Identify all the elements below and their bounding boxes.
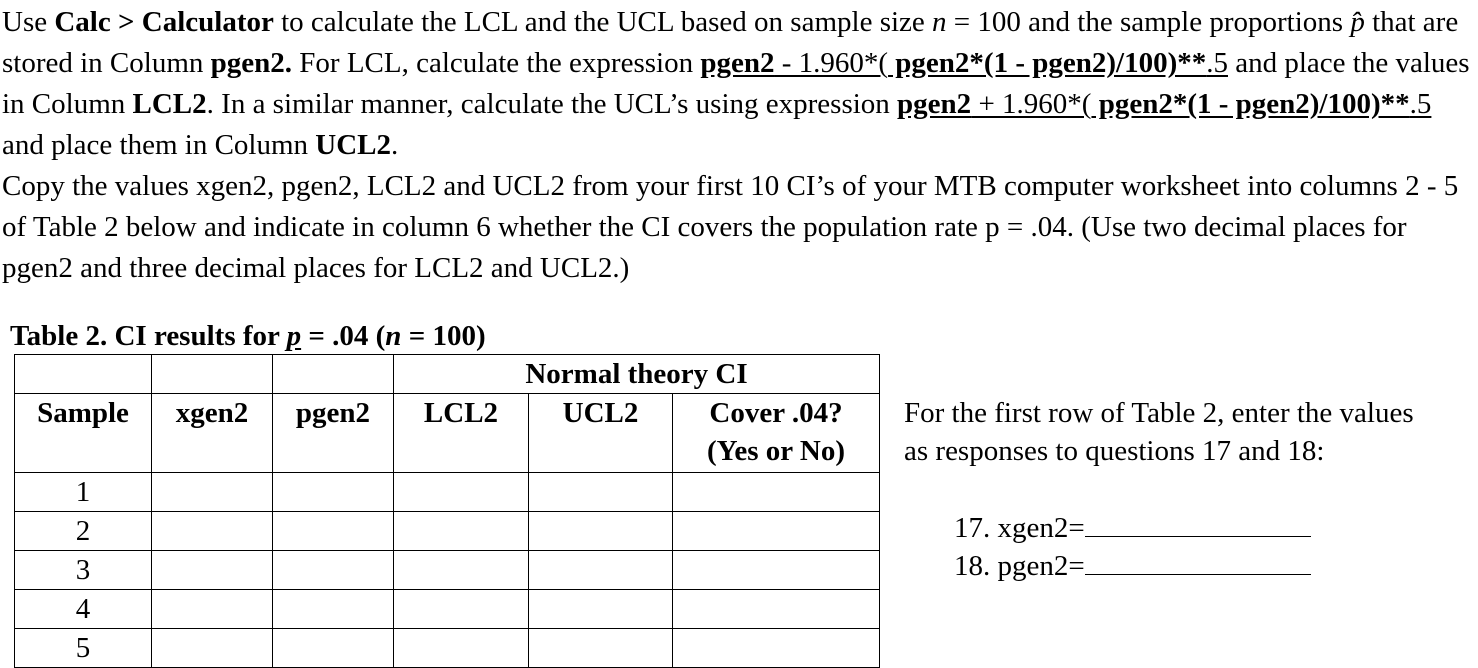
lcl2-cell[interactable] xyxy=(394,590,529,629)
header-sample: Sample xyxy=(15,394,152,473)
ucl2-cell[interactable] xyxy=(529,473,673,512)
empty-header-cell xyxy=(152,355,273,394)
cover-cell[interactable] xyxy=(673,590,880,629)
ci-results-table xyxy=(14,354,880,668)
xgen2-cell[interactable] xyxy=(152,512,273,551)
ucl2-cell[interactable] xyxy=(529,551,673,590)
xgen2-cell[interactable] xyxy=(152,551,273,590)
table-caption: Table 2. CI results for p = .04 (n = 100) xyxy=(10,320,486,352)
ucl2-cell[interactable] xyxy=(529,629,673,668)
cover-cell[interactable] xyxy=(673,551,880,590)
header-xgen2: xgen2 xyxy=(152,394,273,473)
lcl2-cell[interactable] xyxy=(394,551,529,590)
header-cover: Cover .04? (Yes or No) xyxy=(673,394,880,473)
sample-number: 4 xyxy=(15,590,152,629)
instructions-paragraph: Use Calc > Calculator to calculate the LCL and the UCL based on sample size n = 100 and the sample proportions p̂ that are stored in Column pgen2. For LCL, calculate the expression pgen2 - 1.960*( pgen2*(1 - pgen2)/100)**.5 and place the values in Column LCL2. In a similar manner, calculate the UCL’s using expression pgen2 + 1.960*( pgen2*(1 - pgen2)/100)**.5 and place them in Column UCL2. Copy the values xgen2, pgen2, LCL2 and UCL2 from your first 10 CI’s of your MTB computer worksheet into columns 2 - 5 of Table 2 below and indicate in column 6 whether the CI covers the population rate p = .04. (Use two decimal places for pgen2 and three decimal places for LCL2 and UCL2.) xyxy=(2,6,1470,284)
pgen2-cell[interactable] xyxy=(273,590,394,629)
answer-blank-17[interactable] xyxy=(1085,510,1311,537)
header-ucl2: UCL2 xyxy=(529,394,673,473)
answer-blank-18[interactable] xyxy=(1085,548,1311,575)
header-lcl2: LCL2 xyxy=(394,394,529,473)
sample-number: 5 xyxy=(15,629,152,668)
empty-header-cell xyxy=(273,355,394,394)
xgen2-cell[interactable] xyxy=(152,590,273,629)
table-row xyxy=(15,629,880,668)
cover-cell[interactable] xyxy=(673,473,880,512)
header-pgen2: pgen2 xyxy=(273,394,394,473)
pgen2-cell[interactable] xyxy=(273,629,394,668)
lcl-expression: pgen2 - 1.960*( pgen2*(1 - pgen2)/100)**.5 xyxy=(700,47,1228,79)
question-17: 17. xgen2= xyxy=(954,510,1311,546)
table-row xyxy=(15,473,880,512)
table-row xyxy=(15,590,880,629)
lcl2-cell[interactable] xyxy=(394,629,529,668)
sample-number: 3 xyxy=(15,551,152,590)
sample-number: 1 xyxy=(15,473,152,512)
table-row xyxy=(15,551,880,590)
question-18: 18. pgen2= xyxy=(954,548,1311,584)
group-header-normal-theory-ci: Normal theory CI xyxy=(394,355,880,394)
xgen2-cell[interactable] xyxy=(152,473,273,512)
calc-menu-path: Calc > Calculator xyxy=(54,6,274,38)
p-hat-symbol: p̂ xyxy=(1350,6,1365,38)
pgen2-cell[interactable] xyxy=(273,551,394,590)
pgen2-cell[interactable] xyxy=(273,473,394,512)
ucl2-cell[interactable] xyxy=(529,512,673,551)
empty-header-cell xyxy=(15,355,152,394)
cover-cell[interactable] xyxy=(673,512,880,551)
xgen2-cell[interactable] xyxy=(152,629,273,668)
ucl2-cell[interactable] xyxy=(529,590,673,629)
cover-cell[interactable] xyxy=(673,629,880,668)
lcl2-cell[interactable] xyxy=(394,473,529,512)
ucl-expression: pgen2 + 1.960*( pgen2*(1 - pgen2)/100)**.5 xyxy=(897,88,1432,120)
sample-number: 2 xyxy=(15,512,152,551)
copy-instructions: Copy the values xgen2, pgen2, LCL2 and UCL2 from your first 10 CI’s of your MTB computer worksheet into columns 2 - 5 of Table 2 below and indicate in column 6 whether the CI covers the population rate p = .04. (Use two decimal places for pgen2 and three decimal places for LCL2 and UCL2.) xyxy=(2,170,1459,284)
side-instructions: For the first row of Table 2, enter the values as responses to questions 17 and 18: xyxy=(904,397,1414,467)
pgen2-cell[interactable] xyxy=(273,512,394,551)
lcl2-cell[interactable] xyxy=(394,512,529,551)
table-row xyxy=(15,512,880,551)
